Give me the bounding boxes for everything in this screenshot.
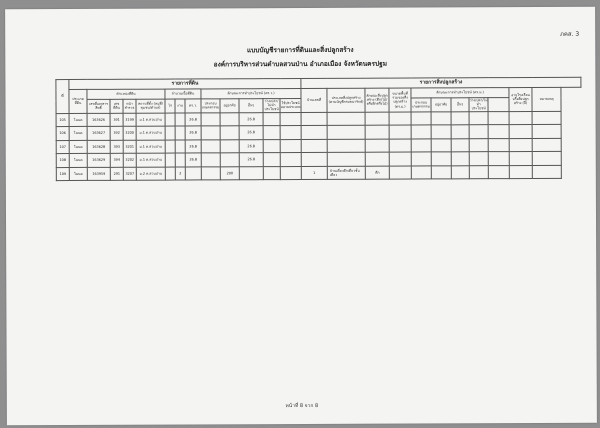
cell-address: ม.1 ต.สวนป่าน <box>136 140 165 154</box>
header-parcel-no: เลขที่ดิน <box>110 99 123 113</box>
cell-no: 105 <box>56 113 69 127</box>
cell-b-blank <box>488 111 509 125</box>
cell-doc-no: 163626 <box>87 113 110 127</box>
cell-no: 109 <box>56 167 69 181</box>
cell-land-type: โฉนด <box>69 140 87 154</box>
cell-b-agri <box>411 139 431 153</box>
header-land-group: รายการที่ดิน <box>69 78 301 89</box>
cell-land-type: โฉนด <box>69 127 87 141</box>
header-land-type: ประเภทที่ดิน <box>69 89 87 113</box>
cell-rai <box>165 113 175 127</box>
cell-building-character <box>365 125 389 139</box>
cell-b-agri <box>411 166 431 180</box>
cell-building-character <box>365 139 389 153</box>
header-house-no: บ้านเลขที่ <box>301 88 327 112</box>
document-subtitle: องค์การบริหารส่วนตำบลสวนป่าน อำเภอเมือง จังหวัดนครปฐม <box>213 59 388 69</box>
cell-survey-page: 3202 <box>123 153 136 167</box>
cell-building-age <box>509 125 532 139</box>
cell-building-type <box>327 125 365 139</box>
cell-b-vacant <box>469 165 488 179</box>
cell-b-residential <box>431 125 451 139</box>
cell-ngan <box>175 113 185 127</box>
cell-land-type: โฉนด <box>69 154 87 168</box>
cell-mixed <box>280 166 301 180</box>
cell-building-size <box>389 125 411 139</box>
cell-rai <box>165 140 175 154</box>
header-address: สถานที่ตั้ง (หมู่ที่/ชุมชน/ตำบล) <box>136 99 165 113</box>
cell-b-blank <box>488 165 509 179</box>
cell-b-residential <box>431 111 451 125</box>
header-remark: หมายเหตุ <box>532 87 561 111</box>
document-page <box>5 7 597 426</box>
cell-land-type: โฉนด <box>69 167 87 181</box>
cell-house-no <box>301 139 327 153</box>
cell-doc-no: 163628 <box>87 140 110 154</box>
cell-building-size <box>389 166 411 180</box>
cell-b-agri <box>411 125 431 139</box>
cell-house-no <box>301 112 327 126</box>
cell-address: ม.1 ต.สวนป่าน <box>136 153 165 167</box>
cell-mixed <box>280 112 301 126</box>
cell-building-type <box>327 152 365 166</box>
cell-sq-wa <box>185 167 201 181</box>
cell-rai <box>165 126 175 140</box>
form-code: ภคส. 3 <box>559 30 580 38</box>
cell-residential: 200 <box>220 166 239 180</box>
cell-parcel-no: 393 <box>110 140 123 154</box>
cell-other: 26.8 <box>239 126 263 140</box>
header-building-use: ลักษณะการทำประโยชน์ (ตร.ม.) <box>411 88 509 98</box>
header-residential: อยู่อาศัย <box>220 99 239 113</box>
cell-house-no: 1 <box>301 166 327 180</box>
cell-building-size <box>389 139 411 153</box>
cell-mixed <box>280 126 301 140</box>
header-sq-wa: ตร.ว. <box>185 99 201 113</box>
cell-building-type <box>327 139 365 153</box>
cell-address: ม.1 ต.สวนป่าน <box>136 113 165 127</box>
cell-b-residential <box>431 138 451 152</box>
cell-b-agri <box>411 112 431 126</box>
cell-rai <box>165 153 175 167</box>
cell-survey-page: 3200 <box>123 126 136 140</box>
header-mixed: ใช้ประโยชน์หลายประเภท <box>280 98 301 112</box>
cell-building-character <box>365 152 389 166</box>
cell-b-blank <box>488 152 509 166</box>
cell-parcel-no: 391 <box>110 113 123 127</box>
header-ngan: งาน <box>175 99 185 113</box>
header-survey-page: หน้าสำรวจ <box>123 99 136 113</box>
cell-building-age <box>509 111 532 125</box>
cell-doc-no: 163629 <box>87 153 110 167</box>
table-row <box>56 165 581 181</box>
header-b-agri: ประกอบเกษตรกรรม <box>411 98 431 112</box>
cell-building-character <box>365 112 389 126</box>
cell-agri <box>201 153 220 167</box>
cell-ngan: 2 <box>175 167 185 181</box>
cell-b-other <box>451 165 469 179</box>
property-table-container <box>55 77 580 181</box>
cell-vacant <box>263 139 280 153</box>
cell-no: 106 <box>56 127 69 141</box>
cell-b-other <box>451 125 469 139</box>
cell-other: 26.8 <box>239 112 263 126</box>
page-number: หน้าที่ 8 จาก 8 <box>285 402 319 410</box>
cell-house-no <box>301 152 327 166</box>
cell-b-vacant <box>469 125 488 139</box>
header-other: อื่นๆ <box>239 99 263 113</box>
header-no: ที่ <box>56 80 69 114</box>
header-building-group: รายการสิ่งปลูกสร้าง <box>301 77 581 88</box>
header-building-size: ขนาดพื้นที่รวมของสิ่งปลูกสร้าง (ตร.ม.) <box>389 88 411 112</box>
cell-vacant <box>263 126 280 140</box>
cell-ngan <box>175 153 185 167</box>
cell-b-agri <box>411 152 431 166</box>
header-building-age: อายุโรงเรือนหรือสิ่งปลูกสร้าง (ปี) <box>509 87 532 111</box>
cell-ngan <box>175 126 185 140</box>
cell-other <box>239 166 263 180</box>
cell-doc-no: 163627 <box>87 126 110 140</box>
cell-remark <box>532 138 561 152</box>
cell-survey-page: 3199 <box>123 113 136 127</box>
header-b-other: อื่นๆ <box>451 98 469 112</box>
cell-residential <box>220 153 239 167</box>
cell-sq-wa: 26.8 <box>185 153 201 167</box>
cell-building-character: ตึก <box>365 166 389 180</box>
cell-b-blank <box>488 125 509 139</box>
cell-building-age <box>509 165 532 179</box>
cell-remark <box>532 151 561 165</box>
cell-parcel-no: 394 <box>110 153 123 167</box>
cell-survey-page: 3207 <box>123 167 136 181</box>
cell-no: 107 <box>56 140 69 154</box>
cell-parcel-no: 291 <box>110 167 123 181</box>
cell-land-type: โฉนด <box>69 113 87 127</box>
cell-b-residential <box>431 165 451 179</box>
cell-vacant <box>263 112 280 126</box>
cell-vacant <box>263 153 280 167</box>
cell-sq-wa: 26.8 <box>185 113 201 127</box>
cell-survey-page: 3201 <box>123 140 136 154</box>
header-agri: ประกอบเกษตรกรรม <box>201 99 220 113</box>
cell-remark <box>532 111 561 125</box>
cell-sq-wa: 26.8 <box>185 140 201 154</box>
cell-residential <box>220 139 239 153</box>
cell-b-blank <box>488 138 509 152</box>
cell-ngan <box>175 140 185 154</box>
cell-residential <box>220 112 239 126</box>
cell-address: ม.2 ต.สวนป่าน <box>136 167 165 181</box>
header-rai: ไร่ <box>165 99 175 113</box>
cell-b-vacant <box>469 138 488 152</box>
cell-building-size <box>389 112 411 126</box>
header-land-area: จำนวนเนื้อที่ดิน <box>165 89 201 99</box>
header-land-use: ลักษณะการทำประโยชน์ (ตร.ว.) <box>201 88 301 98</box>
cell-building-age <box>509 152 532 166</box>
cell-other: 26.8 <box>239 139 263 153</box>
cell-vacant <box>263 166 280 180</box>
cell-no: 108 <box>56 154 69 168</box>
cell-rai <box>165 167 175 181</box>
cell-remark <box>532 124 561 138</box>
cell-agri <box>201 112 220 126</box>
header-b-vacant: ว่างเปล่า/ไม่ทำประโยชน์ <box>469 98 488 111</box>
cell-agri <box>201 126 220 140</box>
property-table <box>55 77 582 181</box>
header-building-type: ประเภทสิ่งปลูกสร้าง (ตามบัญชีกรมธนารักษ์) <box>327 88 365 112</box>
cell-mixed <box>280 139 301 153</box>
cell-sq-wa: 26.8 <box>185 126 201 140</box>
header-doc-no: เลขที่เอกสารสิทธิ์ <box>87 99 110 113</box>
cell-b-other <box>451 111 469 125</box>
cell-building-type: บ้านเดี่ยวตึกเดี่ยวชั้นเดียว <box>327 166 365 180</box>
header-vacant: ว่างเปล่า/ไม่ทำประโยชน์ <box>264 99 279 112</box>
cell-mixed <box>280 153 301 167</box>
cell-b-residential <box>431 152 451 166</box>
cell-agri <box>201 139 220 153</box>
cell-house-no <box>301 125 327 139</box>
cell-address: ม.1 ต.สวนป่าน <box>136 126 165 140</box>
cell-b-other <box>451 152 469 166</box>
cell-parcel-no: 392 <box>110 126 123 140</box>
cell-b-other <box>451 138 469 152</box>
cell-other: 26.8 <box>239 153 263 167</box>
cell-b-vacant <box>469 152 488 166</box>
cell-building-type <box>327 112 365 126</box>
cell-doc-no: 163959 <box>87 167 110 181</box>
cell-building-age <box>509 138 532 152</box>
header-b-residential: อยู่อาศัย <box>431 98 451 112</box>
document-title: แบบบัญชีรายการที่ดินและสิ่งปลูกสร้าง <box>246 45 354 55</box>
cell-b-vacant <box>469 111 488 125</box>
header-building-character: ลักษณะสิ่งปลูกสร้าง (ตึก/ไม้/ครึ่งตึกครึ่งไม้) <box>365 88 389 112</box>
header-land-location: ตำแหน่งที่ดิน <box>87 89 165 99</box>
header-b-blank <box>488 98 509 112</box>
cell-agri <box>201 166 220 180</box>
cell-building-size <box>389 152 411 166</box>
cell-residential <box>220 126 239 140</box>
cell-remark <box>532 165 561 179</box>
